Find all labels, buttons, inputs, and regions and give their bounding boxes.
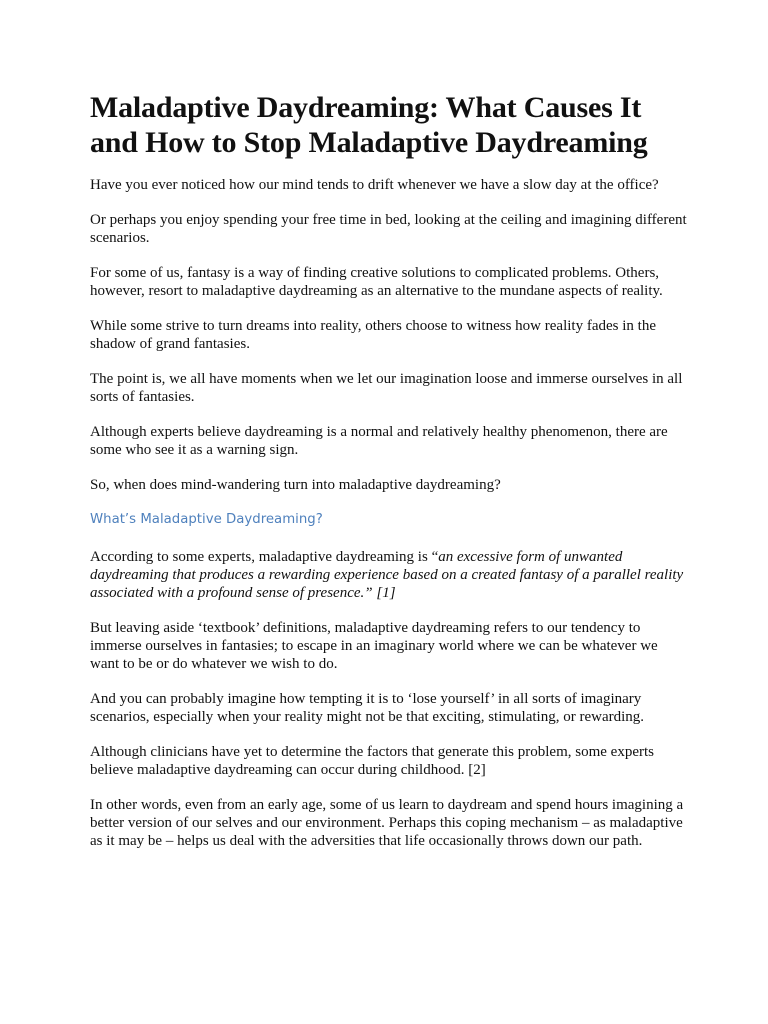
paragraph-2: Or perhaps you enjoy spending your free time in bed, looking at the ceiling and imagining different scenarios.: [90, 212, 687, 246]
paragraph-11: In other words, even from an early age, some of us learn to daydream and spend hours imagining a better version of our selves and our environment. Perhaps this coping mechanism – as maladaptive as it may be – helps us deal with the adversities that life occasionally throws down our path.: [90, 797, 684, 849]
paragraph-8: But leaving aside ‘textbook’ definitions, maladaptive daydreaming refers to our tendency to immerse ourselves in fantasies; to escape in an imaginary world where we can be whatever we want to be or do whatever we wish to do.: [90, 620, 658, 672]
paragraph-5: The point is, we all have moments when we let our imagination loose and immerse ourselves in all sorts of fantasies.: [90, 371, 683, 405]
quote-intro: According to some experts, maladaptive daydreaming is “: [90, 549, 439, 565]
paragraph-6: Although experts believe daydreaming is a normal and relatively healthy phenomenon, there are some who see it as a warning sign.: [90, 424, 668, 458]
document-page: [90, 90, 690, 867]
document-title: Maladaptive Daydreaming: What Causes It and How to Stop Maladaptive Daydreaming: [90, 91, 648, 159]
paragraph-4: While some strive to turn dreams into reality, others choose to witness how reality fades in the shadow of grand fantasies.: [90, 318, 656, 352]
paragraph-9: And you can probably imagine how tempting it is to ‘lose yourself’ in all sorts of imaginary scenarios, especially when your reality might not be that exciting, stimulating, or rewarding.: [90, 691, 645, 725]
paragraph-7: So, when does mind-wandering turn into maladaptive daydreaming?: [90, 477, 501, 493]
quote-paragraph: [90, 548, 690, 602]
paragraph-1: Have you ever noticed how our mind tends to drift whenever we have a slow day at the office?: [90, 177, 659, 193]
paragraph-3: For some of us, fantasy is a way of finding creative solutions to complicated problems. Others, however, resort to maladaptive daydreaming as an alternative to the mundane aspects of reality.: [90, 265, 663, 299]
quote-text: an excessive form of unwanted daydreaming that produces a rewarding experience based on a created fantasy of a parallel reality associated with a profound sense of presence.” [1]: [90, 549, 684, 601]
section-heading: What’s Maladaptive Daydreaming?: [90, 512, 323, 527]
paragraph-10: Although clinicians have yet to determine the factors that generate this problem, some experts believe maladaptive daydreaming can occur during childhood. [2]: [90, 744, 654, 778]
